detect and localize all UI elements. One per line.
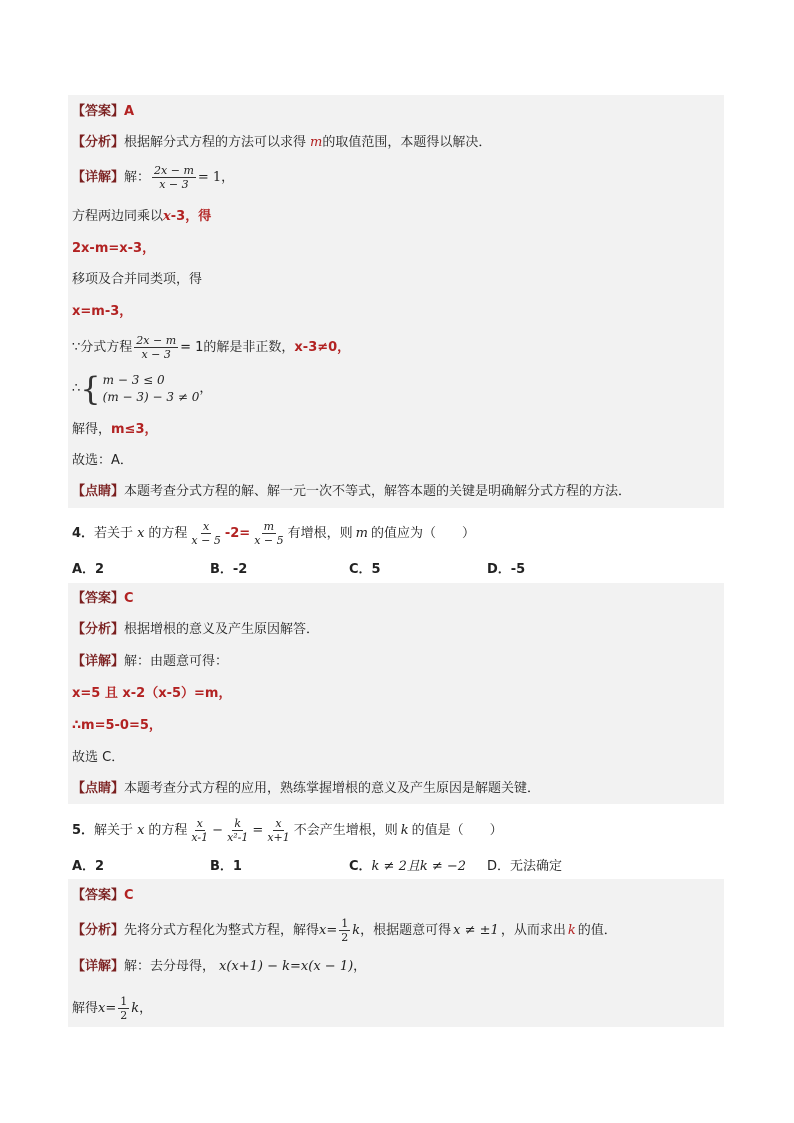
step-line: 2x-m=x-3，: [72, 241, 156, 256]
question-5-stem: 5． 解关于 x 的方程 $\frac{x}{x-1}$ − $\frac{k}{\text{x²-1}}$ = $\frac{x}{x+1}$ 不会产生增根，则 k 的值是（ ）: [72, 817, 503, 844]
option-d: D．-5: [487, 562, 526, 577]
fraction: $\frac{1}{2}$: [120, 995, 128, 1022]
comment-line: 【点睛】 本题考查分式方程的解、解一元一次不等式，解答本题的关键是明确解分式方程的方法．: [72, 484, 632, 499]
detail-line: 【详解】 解：去分母得， x(x+1) − k=x(x − 1) ，: [72, 959, 367, 974]
option-b: B．-2: [210, 562, 248, 577]
detail-tag: 【详解】: [72, 169, 125, 185]
step-line: ∵分式方程 $\frac{2x - m}{x - 3}$ = 1的解是非正数， x-3≠0，: [72, 334, 351, 361]
fraction: $\frac{k}{\text{x²-1}}$: [227, 817, 249, 844]
choose-line: 故选 C．: [72, 750, 125, 765]
step-line: x=m-3，: [72, 304, 133, 319]
fraction: $\frac{2x - m}{x - 3}$: [154, 164, 194, 191]
analysis-line: 【分析】 根据解分式方程的方法可以求得 m 的取值范围，本题得以解决．: [72, 135, 492, 150]
detail-line: 【详解】 解： $\frac{2x - m}{x - 3}$ = 1，: [72, 164, 235, 191]
step-line: 方程两边同乘以 x -3，得: [72, 209, 212, 224]
option-d: D．无法确定: [487, 859, 563, 874]
solve-line: 解得 x= $\frac{1}{2}$ k ，: [72, 995, 153, 1022]
detail-line: 【详解】 解：由题意可得：: [72, 654, 229, 669]
brace-icon: {: [80, 370, 101, 408]
analysis-line: 【分析】 根据增根的意义及产生原因解答．: [72, 622, 320, 637]
answer-line: 【答案】 C: [72, 591, 134, 606]
option-a: A．2: [72, 859, 105, 874]
step-line: 解得， m≤3，: [72, 422, 158, 437]
inequality-system: ∴ { m − 3 ≤ 0 (m − 3) − 3 ≠ 0 ，: [72, 370, 213, 408]
choose-line: 故选：A．: [72, 453, 133, 468]
answer-value: A: [124, 104, 135, 119]
fraction: $\frac{x}{x-1}$: [191, 817, 209, 844]
answer-tag: 【答案】: [72, 104, 125, 119]
option-b: B．1: [210, 859, 242, 874]
answer-line: [72, 103, 134, 121]
solution-block-1: [68, 95, 724, 508]
comment-line: 【点睛】 本题考查分式方程的应用，熟练掌握增根的意义及产生原因是解题关键．: [72, 781, 541, 796]
fraction: $\frac{m}{x - 5}$: [254, 520, 284, 547]
answer-line: 【答案】 C: [72, 888, 134, 903]
fraction: $\frac{x}{x+1}$: [267, 817, 290, 844]
fraction: $\frac{2x - m}{x - 3}$: [136, 334, 177, 361]
analysis-line: 【分析】 先将分式方程化为整式方程，解得 x= $\frac{1}{2}$ k ，根据题意可得 x ≠ ±1 ，从而求出 k 的值．: [72, 917, 617, 944]
option-a: A．2: [72, 562, 105, 577]
question-4-stem: 4． 若关于 x 的方程 $\frac{x}{x - 5}$ -2= $\frac{m}{x - 5}$ 有增根，则 m 的值应为（ ）: [72, 520, 475, 547]
option-c: C．k ≠ 2且k ≠ −2: [349, 859, 467, 874]
option-c: C．5: [349, 562, 381, 577]
step-line: x=5 且 x-2（x-5）=m，: [72, 686, 232, 701]
step-line: 移项及合并同类项，得: [72, 272, 203, 287]
fraction: $\frac{1}{2}$: [341, 917, 349, 944]
step-line: ∴m=5-0=5，: [72, 718, 162, 733]
analysis-tag: 【分析】: [72, 135, 125, 150]
comment-tag: 【点睛】: [72, 484, 125, 499]
solution-block-3: [68, 879, 724, 1027]
fraction: $\frac{x}{x - 5}$: [191, 520, 221, 547]
